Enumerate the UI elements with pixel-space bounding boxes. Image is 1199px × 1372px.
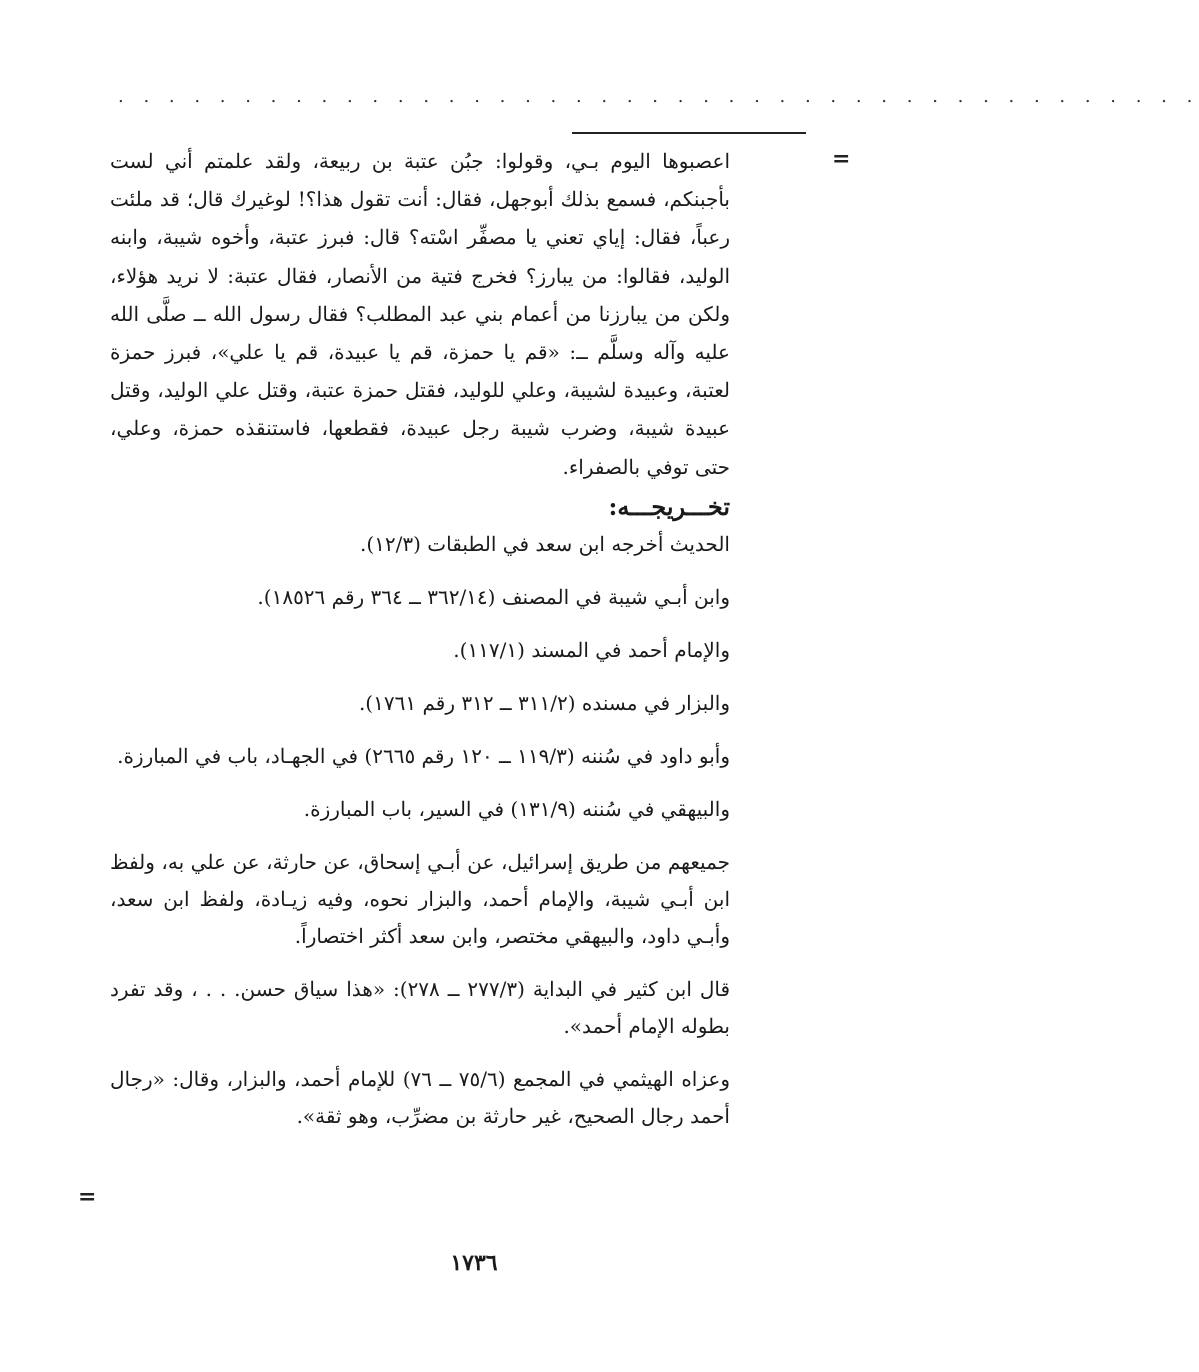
- page-number: ١٧٣٦: [450, 1250, 498, 1276]
- reference-paragraph: والإمام أحمد في المسند (١١٧/١).: [453, 637, 730, 662]
- body-paragraph: اعصبوها اليوم بـي، وقولوا: جبُن عتبة بن ربيعة، ولقد علمتم أني لست بأجبنكم، فسمع بذلك أبوجهل، فقال: أنت تقول هذا؟! لوغيرك قال؛ قد ملئت رعباً، فقال: إياي تعني يا مصفِّر اسْته؟ قال: فبرز عتبة، وأخوه شيبة، وابنه الوليد، فقالوا: من يبارز؟ فخرج فتية من الأنصار، فقال عتبة: لا نريد هؤلاء، ولكن من يبارزنا من أعمام بني عبد المطلب؟ فقال رسول الله ــ صلَّى الله عليه وآله وسلَّم ــ: «قم يا حمزة، قم يا عبيدة، قم يا علي»، فبرز حمزة لعتبة، وعبيدة لشيبة، وعلي للوليد، فقتل حمزة عتبة، وقتل علي الوليد، وقتل عبيدة شيبة، وضرب شيبة رجل عبيدة، فقطعها، فاستنقذه حمزة، وعلي، حتى توفي بالصفراء.: [110, 149, 730, 479]
- reference-paragraph: وابن أبـي شيبة في المصنف (٣٦٢/١٤ ــ ٣٦٤ رقم ١٨٥٢٦).: [257, 584, 730, 609]
- reference-paragraph: الحديث أخرجه ابن سعد في الطبقات (١٢/٣).: [359, 531, 730, 556]
- continuation-mark-bottom: =: [78, 1184, 97, 1210]
- separator-rule: [572, 132, 806, 134]
- reference-paragraph: والبزار في مسنده (٣١١/٢ ــ ٣١٢ رقم ١٧٦١).: [358, 690, 730, 715]
- reference-paragraph: وأبو داود في سُننه (١١٩/٣ ــ ١٢٠ رقم ٢٦٦٥) في الجهـاد، باب في المبارزة.: [117, 743, 730, 768]
- reference-paragraph: جميعهم من طريق إسرائيل، عن أبـي إسحاق، عن حارثة، عن علي به، ولفظ ابن أبـي شيبة، والإمام أحمد، والبزار نحوه، وفيه زيـادة، ولفظ ابن سعد، وأبـي داود، والبيهقي مختصر، وابن سعد أكثر اختصاراً.: [110, 849, 730, 948]
- page-content: [110, 142, 730, 1151]
- top-dotted-line: . . . . . . . . . . . . . . . . . . . . . . . . . . . . . . . . . . . . . . . . . . .: [118, 86, 1199, 107]
- reference-paragraph: قال ابن كثير في البداية (٢٧٧/٣ ــ ٢٧٨): «هذا سياق حسن. . . ، وقد تفرد بطوله الإمام أحمد».: [110, 976, 730, 1038]
- section-heading: تخـــريجـــه:: [608, 491, 730, 521]
- continuation-mark-top: =: [832, 146, 851, 172]
- reference-paragraph: وعزاه الهيثمي في المجمع (٧٥/٦ ــ ٧٦) للإمام أحمد، والبزار، وقال: «رجال أحمد رجال الصحيح، غير حارثة بن مضرِّب، وهو ثقة».: [110, 1066, 730, 1128]
- reference-paragraph: والبيهقي في سُننه (١٣١/٩) في السير، باب المبارزة.: [303, 796, 730, 821]
